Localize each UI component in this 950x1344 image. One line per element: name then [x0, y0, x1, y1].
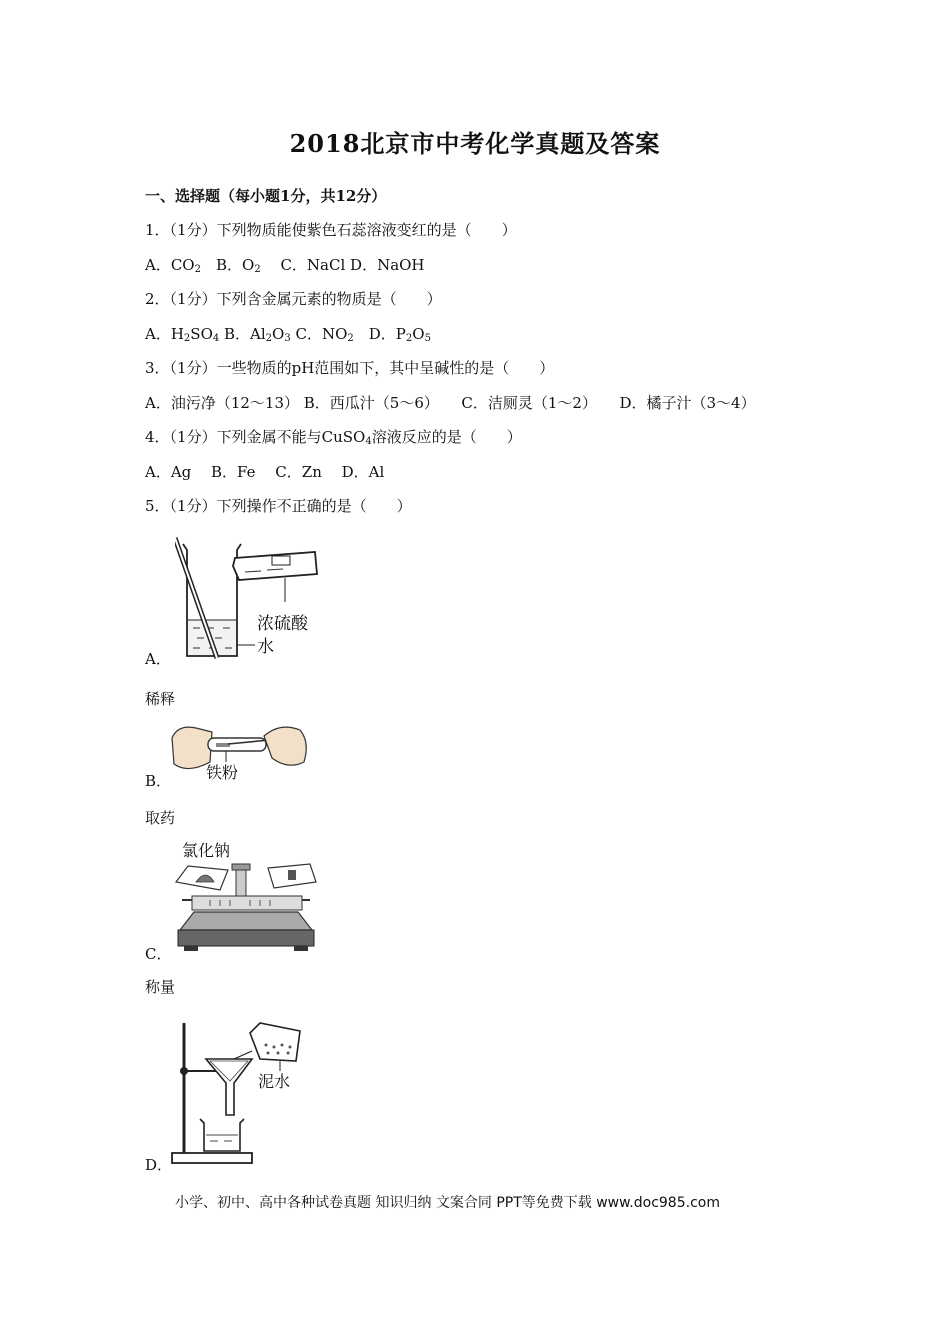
question-2-stem: 2．（1分）下列含金属元素的物质是（ ）: [145, 290, 442, 308]
figure-c-balance: [170, 838, 320, 956]
figure-a-dilution: [175, 532, 335, 667]
figure-b-iron-powder: [168, 718, 313, 783]
label-muddy-water: 泥水: [258, 1072, 291, 1091]
section-heading: 一、选择题（每小题1分，共12分）: [145, 187, 387, 205]
question-2-options: A．$H_2SO_4$ B．$Al_2O_3$ C．$NO_2$ D．$P_2O_5$: [145, 325, 431, 344]
label-iron-powder: 铁粉: [206, 763, 239, 782]
question-5-stem: 5．（1分）下列操作不正确的是（ ）: [145, 497, 412, 515]
figure-d-filtration: [168, 1015, 318, 1167]
question-1-stem: 1．（1分）下列物质能使紫色石蕊溶液变红的是（ ）: [145, 221, 517, 239]
option-c-caption: 称量: [145, 978, 176, 996]
option-c-letter: C．: [145, 945, 172, 963]
label-water: 水: [257, 637, 274, 657]
option-a-caption: 稀释: [145, 690, 176, 708]
label-sodium-chloride: 氯化钠: [182, 841, 231, 860]
footer-text: 小学、初中、高中各种试卷真题 知识归纳 文案合同 PPT等免费下载 www.doc985.com: [175, 1195, 720, 1211]
question-4-stem: 4．（1分）下列金属不能与CuSO$_4$溶液反应的是（ ）: [145, 428, 522, 447]
question-1-options: A．$CO_2$ B．$O_2$ C．NaCl D．NaOH: [145, 256, 425, 275]
option-b-caption: 取药: [145, 809, 176, 827]
question-4-options: A．Ag B．Fe C．Zn D．Al: [145, 463, 385, 481]
question-3-options: A．油污净（12～13） B．西瓜汁（5～6） C．洁厕灵（1～2） D．橘子汁（3～4）: [145, 394, 756, 412]
option-b-letter: B．: [145, 772, 172, 790]
option-a-letter: A．: [145, 650, 171, 668]
option-d-letter: D．: [145, 1156, 173, 1174]
page-title: 2018北京市中考化学真题及答案: [289, 129, 661, 158]
question-3-stem: 3．（1分）一些物质的pH范围如下，其中呈碱性的是（ ）: [145, 359, 555, 377]
label-concentrated-sulfuric-acid: 浓硫酸: [257, 614, 308, 634]
